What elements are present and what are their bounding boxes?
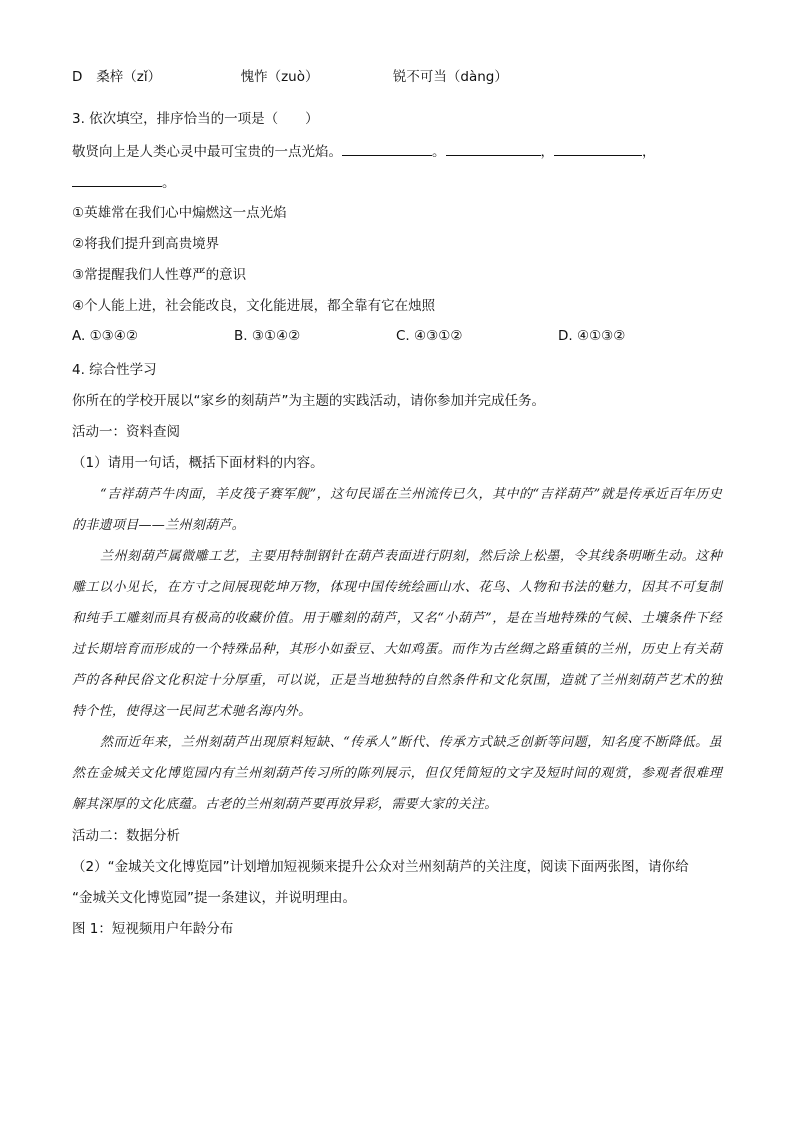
- q3-choices: [72, 326, 720, 346]
- option-d-word-3: 锐不可当（dàng）: [392, 69, 508, 85]
- q4-subquestion-2-line-1: （2）“金城关文化博览园”计划增加短视频来提升公众对兰州刻葫芦的关注度，阅读下面两张图，请你给: [72, 859, 689, 875]
- q3-period-1: 。: [432, 144, 446, 160]
- blank-2: [446, 141, 541, 156]
- figure-1-caption: 图 1：短视频用户年龄分布: [72, 921, 234, 937]
- q4-subquestion-1: （1）请用一句话，概括下面材料的内容。: [72, 455, 324, 471]
- q4-intro: 你所在的学校开展以“家乡的刻葫芦”为主题的实践活动，请你参加并完成任务。: [72, 393, 545, 409]
- q3-item-3: ③常提醒我们人性尊严的意识: [72, 267, 247, 283]
- q3-period-2: 。: [162, 175, 176, 191]
- option-d-word-1: 桑梓（zǐ）: [96, 69, 162, 85]
- q3-choice-d: D. ④①③②: [558, 328, 626, 344]
- q4-subquestion-2-line-2: “金城关文化博览园”提一条建议，并说明理由。: [72, 890, 356, 906]
- q3-comma-2: ，: [642, 144, 656, 160]
- q3-item-2: ②将我们提升到高贵境界: [72, 236, 220, 252]
- blank-1: [342, 141, 432, 156]
- q3-sentence-lead: 敬贤向上是人类心灵中最可宝贵的一点光焰。: [72, 144, 342, 160]
- activity-1-heading: 活动一：资料查阅: [72, 424, 180, 440]
- q3-item-4: ④个人能上进，社会能改良，文化能进展，都全靠有它在烛照: [72, 298, 436, 314]
- q3-choice-a: A. ①③④②: [72, 328, 138, 344]
- q3-sentence: [72, 141, 656, 162]
- material-paragraph-1: “吉祥葫芦牛肉面，羊皮筏子赛军舰”，这句民谣在兰州流传已久，其中的“吉祥葫芦”就是传承近百年历史的非遗项目——兰州刻葫芦。: [72, 487, 722, 533]
- q3-title: 3. 依次填空，排序恰当的一项是（ ）: [72, 111, 319, 127]
- q3-sentence-cont: [72, 172, 176, 193]
- q3-comma-1: ，: [540, 144, 554, 160]
- q4-title: 4. 综合性学习: [72, 362, 157, 378]
- option-d-row: [72, 67, 508, 87]
- blank-3: [554, 141, 642, 156]
- material-passage: [72, 479, 722, 820]
- option-d-prefix: D: [72, 69, 83, 85]
- material-paragraph-2: 兰州刻葫芦属微雕工艺，主要用特制钢针在葫芦表面进行阴刻，然后涂上松墨，令其线条明晰生动。这种雕工以小见长，在方寸之间展现乾坤万物，体现中国传统绘画山水、花鸟、人物和书法的魅力，因其不可复制和纯手工雕刻而具有极高的收藏价值。用于雕刻的葫芦，又名“小葫芦”，是在当地特殊的气候、土壤条件下经过长期培育而形成的一个特殊品种，其形小如蚕豆、大如鸡蛋。而作为古丝绸之路重镇的兰州，历史上有关葫芦的各种民俗文化积淀十分厚重，可以说，正是当地独特的自然条件和文化氛围，造就了兰州刻葫芦艺术的独特个性，使得这一民间艺术驰名海内外。: [72, 549, 722, 719]
- q3-choice-b: B. ③①④②: [234, 328, 301, 344]
- material-paragraph-3: 然而近年来，兰州刻葫芦出现原料短缺、“传承人”断代、传承方式缺乏创新等问题，知名度不断降低。虽然在金城关文化博览园内有兰州刻葫芦传习所的陈列展示，但仅凭简短的文字及短时间的观赏，参观者很难理解其深厚的文化底蕴。古老的兰州刻葫芦要再放异彩，需要大家的关注。: [72, 735, 722, 812]
- q3-item-1: ①英雄常在我们心中煽燃这一点光焰: [72, 205, 287, 221]
- option-d-word-2: 愧怍（zuò）: [240, 69, 319, 85]
- blank-4: [72, 172, 162, 187]
- activity-2-heading: 活动二：数据分析: [72, 828, 180, 844]
- q3-choice-c: C. ④③①②: [396, 328, 463, 344]
